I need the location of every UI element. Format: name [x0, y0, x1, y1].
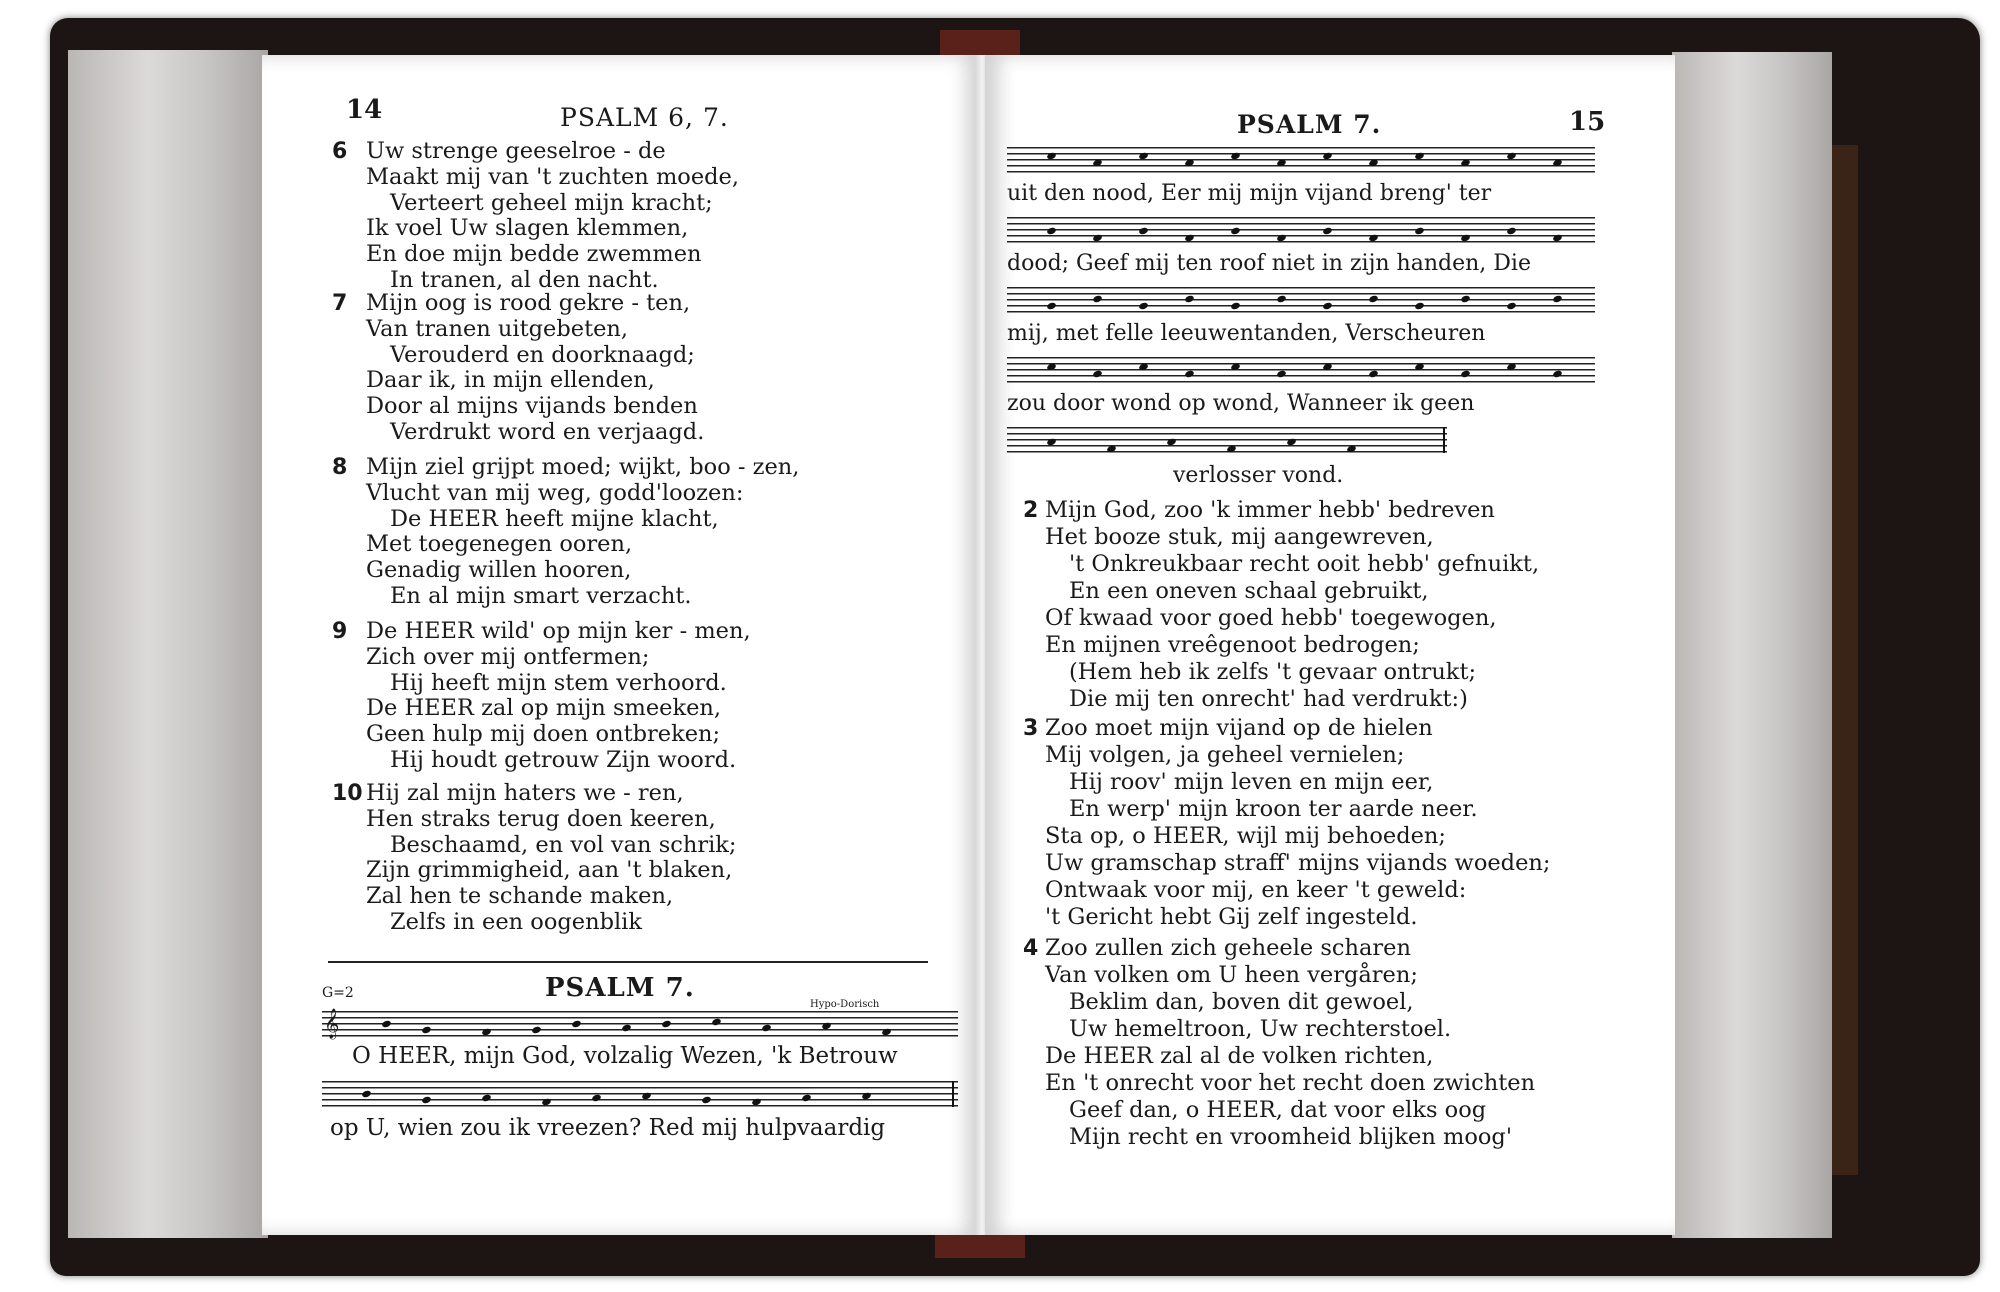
verse-line: Uw gramschap straff' mijns vijands woeden; — [1045, 850, 1551, 876]
verse-line: Het booze stuk, mij aangewreven, — [1045, 524, 1434, 550]
lyric-line-5: verlosser vond. — [1173, 463, 1344, 488]
ribbon-edge-right — [1830, 145, 1858, 1175]
mode-label: Hypo-Dorisch — [810, 999, 880, 1010]
verse-number: 2 — [1023, 498, 1039, 523]
verse-number: 4 — [1023, 936, 1039, 961]
verse-line: De HEER heeft mijne klacht, — [390, 505, 719, 532]
verse-line: Verouderd en doorknaagd; — [390, 341, 695, 368]
verse-line: Zoo zullen zich geheele scharen — [1045, 935, 1411, 961]
verse-line: Zoo moet mijn vijand op de hielen — [1045, 715, 1433, 741]
verse-line: Beklim dan, boven dit gewoel, — [1069, 989, 1414, 1015]
verse-line: Verdrukt word en verjaagd. — [390, 418, 705, 445]
verse-line: Uw hemeltroon, Uw rechterstoel. — [1069, 1016, 1452, 1042]
lyric-line-1: uit den nood, Eer mij mijn vijand breng' ter — [1007, 181, 1492, 206]
verse-line: De HEER zal op mijn smeeken, — [366, 695, 722, 722]
verse-line: En doe mijn bedde zwemmen — [366, 241, 702, 268]
verse-line: En 't onrecht voor het recht doen zwichten — [1045, 1070, 1536, 1096]
verse-7 — [332, 290, 705, 446]
verse-line: Mijn recht en vroomheid blijken moog' — [1069, 1124, 1513, 1150]
psalm7-heading: PSALM 7. — [545, 973, 695, 1003]
music-staff-4 — [1007, 357, 1595, 383]
verse-9 — [332, 618, 751, 774]
music-staff-2 — [1007, 217, 1595, 243]
verse-line: Genadig willen hooren, — [366, 557, 632, 584]
verse-line: Uw strenge geeselroe - de — [366, 138, 666, 164]
verse-line: Hen straks terug doen keeren, — [366, 805, 716, 832]
verse-line: Mij volgen, ja geheel vernielen; — [1045, 742, 1405, 768]
verse-line: Beschaamd, en vol van schrik; — [390, 831, 737, 858]
running-head: PSALM 6, 7. — [560, 103, 729, 132]
lyric-line-2: dood; Geef mij ten roof niet in zijn handen, Die — [1007, 251, 1531, 276]
verse-line: Mijn God, zoo 'k immer hebb' bedreven — [1045, 497, 1495, 523]
verse-line: Met toegenegen ooren, — [366, 531, 633, 558]
verse-line: De HEER zal al de volken richten, — [1045, 1043, 1434, 1069]
verse-line: (Hem heb ik zelfs 't gevaar ontrukt; — [1069, 659, 1477, 685]
verse-8 — [332, 454, 800, 610]
page-number: 15 — [1569, 107, 1606, 137]
lyric-line-3: mij, met felle leeuwentanden, Verscheuren — [1007, 321, 1486, 346]
music-staff-1 — [322, 1011, 958, 1037]
verse-2 — [1023, 497, 1540, 713]
right-page — [985, 55, 1675, 1235]
verse-line: De HEER wild' op mijn ker - men, — [366, 618, 751, 644]
verse-line: Daar ik, in mijn ellenden, — [366, 367, 655, 394]
verse-line: Maakt mij van 't zuchten moede, — [366, 163, 740, 190]
treble-clef-icon: 𝄞 — [324, 1009, 340, 1039]
verse-line: Mijn ziel grijpt moed; wijkt, boo - zen, — [366, 454, 800, 480]
verse-number: 6 — [332, 139, 348, 164]
verse-line: In tranen, al den nacht. — [390, 266, 659, 293]
verse-number: 9 — [332, 619, 348, 644]
verse-line: En al mijn smart verzacht. — [390, 582, 692, 609]
verse-line: 't Onkreukbaar recht ooit hebb' gefnuikt, — [1069, 551, 1540, 577]
verse-line: En een oneven schaal gebruikt, — [1069, 578, 1429, 604]
verse-line: En mijnen vreêgenoot bedrogen; — [1045, 632, 1420, 658]
bookmark-ribbon-bottom — [935, 1232, 1025, 1258]
verse-line: Die mij ten onrecht' had verdrukt:) — [1069, 686, 1468, 712]
verse-line: En werp' mijn kroon ter aarde neer. — [1069, 796, 1478, 822]
lyric-line-1: O HEER, mijn God, volzalig Wezen, 'k Betrouw — [352, 1043, 898, 1069]
verse-line: Hij heeft mijn stem verhoord. — [390, 669, 727, 696]
verse-line: Verteert geheel mijn kracht; — [390, 189, 713, 216]
verse-10 — [332, 780, 737, 936]
verse-line: Hij houdt getrouw Zijn woord. — [390, 746, 737, 773]
verse-line: 't Gericht hebt Gij zelf ingesteld. — [1045, 904, 1418, 930]
page-edges-left — [68, 50, 268, 1238]
verse-line: Zal hen te schande maken, — [366, 883, 674, 910]
verse-line: Geen hulp mij doen ontbreken; — [366, 721, 721, 748]
left-page — [262, 55, 980, 1235]
verse-line: Door al mijns vijands benden — [366, 393, 698, 420]
verse-line: Van tranen uitgebeten, — [366, 315, 629, 342]
verse-line: Of kwaad voor goed hebb' toegewogen, — [1045, 605, 1497, 631]
verse-line: Zijn grimmigheid, aan 't blaken, — [366, 857, 733, 884]
verse-line: Ontwaak voor mij, en keer 't geweld: — [1045, 877, 1467, 903]
verse-line: Sta op, o HEER, wijl mij behoeden; — [1045, 823, 1446, 849]
bookmark-ribbon-top — [940, 30, 1020, 56]
page-edges-right — [1672, 52, 1832, 1238]
verse-line: Hij roov' mijn leven en mijn eer, — [1069, 769, 1434, 795]
verse-line: Geef dan, o HEER, dat voor elks oog — [1069, 1097, 1487, 1123]
verse-number: 3 — [1023, 716, 1039, 741]
section-divider — [328, 961, 928, 963]
music-staff-5 — [1007, 427, 1447, 453]
verse-line: Zich over mij ontfermen; — [366, 643, 650, 670]
verse-line: Ik voel Uw slagen klemmen, — [366, 215, 689, 242]
verse-line: Vlucht van mij weg, godd'loozen: — [366, 479, 744, 506]
lyric-line-4: zou door wond op wond, Wanneer ik geen — [1007, 391, 1475, 416]
running-head: PSALM 7. — [1237, 110, 1382, 139]
verse-line: Hij zal mijn haters we - ren, — [366, 780, 684, 806]
lyric-line-2: op U, wien zou ik vreezen? Red mij hulpvaardig — [330, 1115, 886, 1141]
verse-number: 8 — [332, 455, 348, 480]
verse-6 — [332, 138, 740, 294]
verse-number: 7 — [332, 291, 348, 316]
music-staff-3 — [1007, 287, 1595, 313]
verse-line: Zelfs in een oogenblik — [390, 908, 643, 935]
verse-3 — [1023, 715, 1551, 931]
verse-line: Mijn oog is rood gekre - ten, — [366, 290, 691, 316]
music-staff-2 — [322, 1081, 958, 1107]
key-signature: G=2 — [322, 985, 354, 1001]
music-staff-1 — [1007, 147, 1595, 173]
verse-line: Van volken om U heen vergåren; — [1045, 962, 1418, 988]
verse-number: 10 — [332, 781, 363, 806]
verse-4 — [1023, 935, 1536, 1151]
page-number: 14 — [346, 95, 383, 125]
